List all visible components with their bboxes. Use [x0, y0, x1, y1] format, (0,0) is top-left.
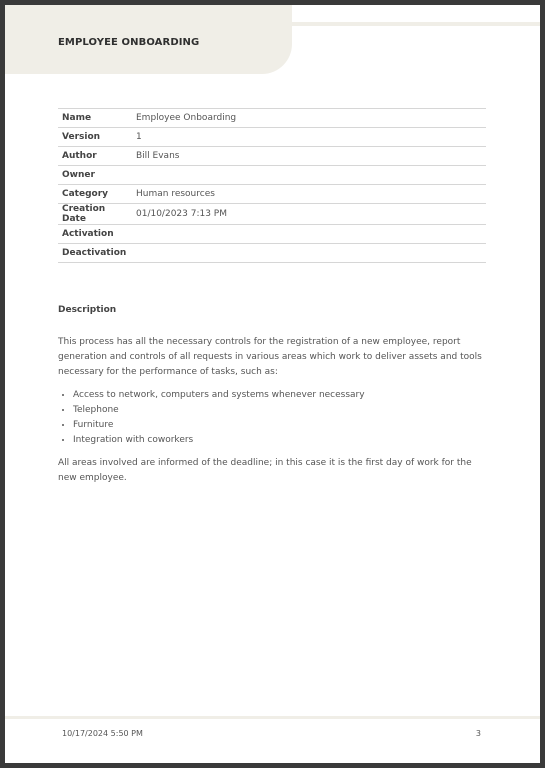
property-value: Employee Onboarding — [136, 113, 237, 123]
property-value: 01/10/2023 7:13 PM — [136, 209, 227, 219]
table-row — [58, 185, 486, 204]
properties-table — [58, 108, 486, 263]
property-value — [132, 244, 486, 263]
footer-divider — [5, 716, 540, 719]
table-row — [58, 204, 486, 225]
property-value: Human resources — [136, 189, 215, 199]
table-row — [58, 225, 486, 244]
property-value — [132, 225, 486, 244]
property-key: Version — [62, 132, 101, 142]
description-body — [58, 335, 483, 486]
description-heading: Description — [58, 305, 117, 315]
page-number: 3 — [475, 729, 481, 738]
header-stripe — [292, 22, 540, 26]
description-outro: All areas involved are informed of the deadline; in this case it is the first day of work for the new employee. — [58, 458, 472, 483]
property-key: Category — [62, 189, 109, 199]
property-value — [132, 166, 486, 185]
document-page — [5, 5, 540, 763]
property-key: Owner — [62, 170, 95, 180]
table-row — [58, 166, 486, 185]
footer-timestamp: 10/17/2024 5:50 PM — [62, 729, 143, 738]
property-key: Deactivation — [62, 248, 127, 258]
table-row — [58, 147, 486, 166]
table-row — [58, 128, 486, 147]
property-key: Creation Date — [62, 204, 106, 224]
list-item: • Integration with coworkers — [73, 433, 483, 448]
property-key: Activation — [62, 229, 114, 239]
table-row — [58, 244, 486, 263]
property-key: Name — [62, 113, 92, 123]
table-row — [58, 109, 486, 128]
property-key: Author — [62, 151, 97, 161]
list-item: • Furniture — [73, 418, 483, 433]
list-item: • Access to network, computers and systems whenever necessary — [73, 388, 483, 403]
property-value: 1 — [136, 132, 142, 142]
list-item: • Telephone — [73, 403, 483, 418]
document-title: EMPLOYEE ONBOARDING — [58, 37, 200, 48]
description-intro: This process has all the necessary controls for the registration of a new employee, report generation and controls of all requests in various areas which work to deliver assets and tools necessary for the performance of tasks, such as: — [58, 337, 482, 377]
description-list — [58, 388, 483, 448]
property-value: Bill Evans — [136, 151, 180, 161]
